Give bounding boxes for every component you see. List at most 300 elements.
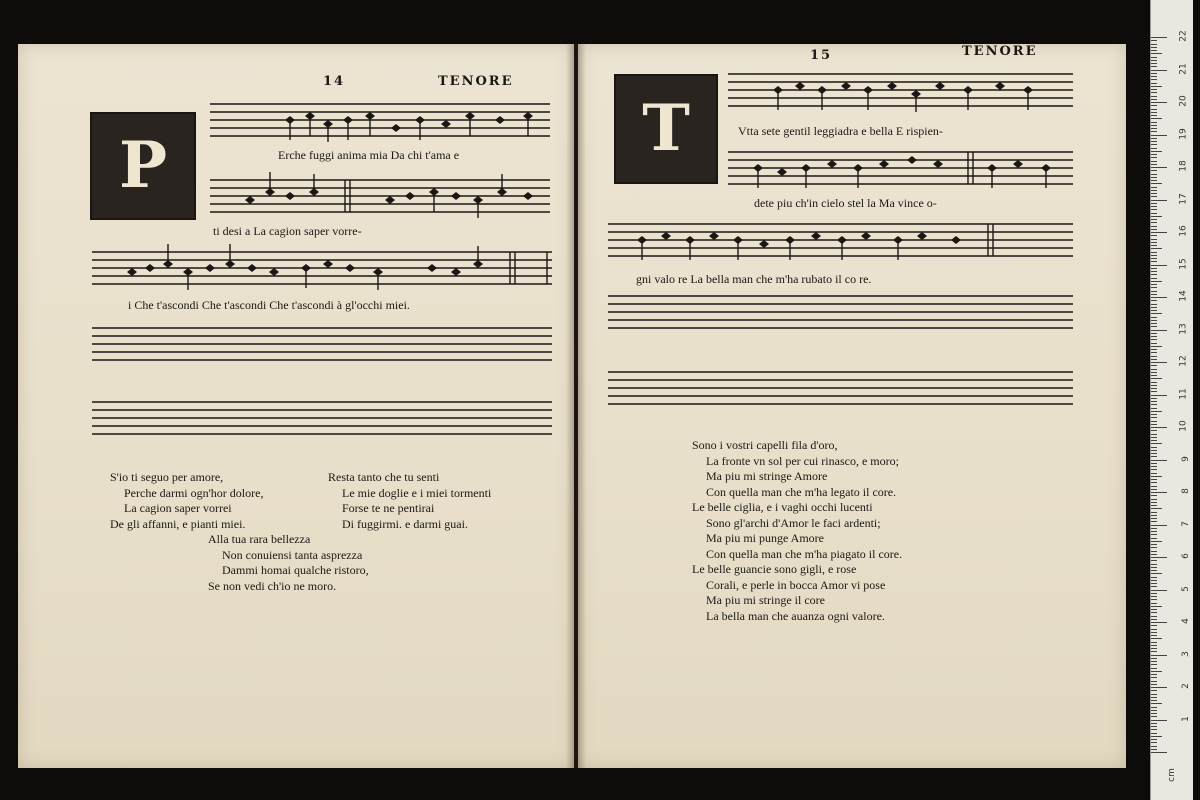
ruler-tick bbox=[1151, 115, 1157, 116]
ruler-tick bbox=[1151, 554, 1157, 555]
verse-stanza bbox=[692, 438, 899, 500]
ruler-tick bbox=[1151, 671, 1162, 672]
ruler-tick bbox=[1151, 216, 1162, 217]
ruler-tick bbox=[1151, 320, 1157, 321]
ruler-tick bbox=[1151, 427, 1167, 428]
ruler-tick bbox=[1151, 89, 1157, 90]
ruler-number: 1 bbox=[1181, 715, 1192, 722]
ruler-tick bbox=[1151, 164, 1157, 165]
ruler-tick bbox=[1151, 255, 1157, 256]
ruler-number: 10 bbox=[1178, 420, 1189, 432]
ruler-tick bbox=[1151, 239, 1157, 240]
ruler-tick bbox=[1151, 304, 1157, 305]
ruler-tick bbox=[1151, 411, 1162, 412]
ruler-tick bbox=[1151, 372, 1157, 373]
ruler-tick bbox=[1151, 596, 1157, 597]
verse-stanza bbox=[328, 470, 491, 532]
ruler-tick bbox=[1151, 726, 1157, 727]
ruler-tick bbox=[1151, 391, 1157, 392]
ruler-tick bbox=[1151, 560, 1157, 561]
ruler-tick bbox=[1151, 245, 1157, 246]
ruler-tick bbox=[1151, 349, 1157, 350]
ruler-tick bbox=[1151, 518, 1157, 519]
ruler-tick bbox=[1151, 664, 1157, 665]
ruler-tick bbox=[1151, 525, 1167, 526]
ruler-tick bbox=[1151, 83, 1157, 84]
ruler-tick bbox=[1151, 603, 1157, 604]
ruler-tick bbox=[1151, 170, 1157, 171]
ruler-tick bbox=[1151, 729, 1157, 730]
ruler-tick bbox=[1151, 323, 1157, 324]
ruler-tick bbox=[1151, 362, 1167, 363]
ruler-tick bbox=[1151, 502, 1157, 503]
verse-line: S'io ti seguo per amore, bbox=[110, 470, 224, 484]
ruler-tick bbox=[1151, 122, 1157, 123]
ruler-tick bbox=[1151, 206, 1157, 207]
ruler-number: 12 bbox=[1178, 355, 1189, 367]
verse-line: Resta tanto che tu senti bbox=[328, 470, 440, 484]
ruler-tick bbox=[1151, 57, 1157, 58]
ruler-number: 3 bbox=[1181, 650, 1192, 657]
ruler-tick bbox=[1151, 200, 1167, 201]
ruler-unit: cm bbox=[1166, 768, 1177, 782]
ruler-tick bbox=[1151, 180, 1157, 181]
ruler-tick bbox=[1151, 707, 1157, 708]
ruler-tick bbox=[1151, 60, 1157, 61]
initial-letter: P bbox=[118, 128, 168, 203]
ruler-tick bbox=[1151, 378, 1162, 379]
ruler-tick bbox=[1151, 694, 1157, 695]
ruler-tick bbox=[1151, 356, 1157, 357]
ruler-number: 6 bbox=[1181, 553, 1192, 559]
ruler-tick bbox=[1151, 141, 1157, 142]
ruler-tick bbox=[1151, 453, 1157, 454]
ruler-tick bbox=[1151, 76, 1157, 77]
music-staff bbox=[210, 172, 555, 220]
ruler-tick bbox=[1151, 326, 1157, 327]
ruler-tick bbox=[1151, 749, 1157, 750]
ruler-tick bbox=[1151, 541, 1162, 542]
ruler-tick bbox=[1151, 716, 1157, 717]
ruler-tick bbox=[1151, 174, 1157, 175]
ruler-number: 20 bbox=[1178, 95, 1189, 107]
ruler-tick bbox=[1151, 564, 1157, 565]
ruler-number: 9 bbox=[1181, 455, 1192, 462]
verse-stanza bbox=[692, 562, 885, 624]
ruler-tick bbox=[1151, 495, 1157, 496]
ruler-tick bbox=[1151, 606, 1162, 607]
verse-line: Ma piu mi stringe Amore bbox=[706, 469, 828, 483]
ruler-tick bbox=[1151, 131, 1157, 132]
ruler-tick bbox=[1151, 616, 1157, 617]
ruler-tick bbox=[1151, 697, 1157, 698]
ruler-tick bbox=[1151, 222, 1157, 223]
verse-line: Ma piu mi stringe il core bbox=[706, 593, 825, 607]
ruler-tick bbox=[1151, 261, 1157, 262]
ruler-tick bbox=[1151, 388, 1157, 389]
ruler-tick bbox=[1151, 219, 1157, 220]
ruler-tick bbox=[1151, 703, 1162, 704]
ruler-number: 11 bbox=[1178, 387, 1189, 400]
ruler-tick bbox=[1151, 99, 1157, 100]
ruler-tick bbox=[1151, 421, 1157, 422]
ruler-tick bbox=[1151, 684, 1157, 685]
ruler-tick bbox=[1151, 274, 1157, 275]
ruler-tick bbox=[1151, 50, 1157, 51]
ruler-tick bbox=[1151, 586, 1157, 587]
ruler-tick bbox=[1151, 310, 1157, 311]
lyric-line: gni valo re La bella man che m'ha rubato il co re. bbox=[636, 272, 872, 286]
ruler-tick bbox=[1151, 401, 1157, 402]
ruler-tick bbox=[1151, 486, 1157, 487]
ruler-tick bbox=[1151, 333, 1157, 334]
ruler-tick bbox=[1151, 632, 1157, 633]
ruler-tick bbox=[1151, 232, 1167, 233]
ruler-tick bbox=[1151, 528, 1157, 529]
verse-line: Perche darmi ogn'hor dolore, bbox=[124, 485, 264, 500]
ruler-tick bbox=[1151, 551, 1157, 552]
right-page bbox=[578, 44, 1126, 768]
ruler-tick bbox=[1151, 499, 1157, 500]
ruler-tick bbox=[1151, 700, 1157, 701]
ruler-tick bbox=[1151, 655, 1167, 656]
ruler-number: 7 bbox=[1181, 520, 1192, 527]
ruler-tick bbox=[1151, 102, 1167, 103]
ruler-tick bbox=[1151, 151, 1162, 152]
ruler-number: 5 bbox=[1181, 585, 1192, 592]
ruler-tick bbox=[1151, 352, 1157, 353]
ruler-tick bbox=[1151, 330, 1167, 331]
ruler-tick bbox=[1151, 118, 1162, 119]
ruler-tick bbox=[1151, 570, 1157, 571]
ruler-tick bbox=[1151, 645, 1157, 646]
ruler-tick bbox=[1151, 278, 1157, 279]
empty-staff bbox=[92, 394, 557, 442]
ruler-tick bbox=[1151, 187, 1157, 188]
ruler-tick bbox=[1151, 567, 1157, 568]
ruler-tick bbox=[1151, 622, 1167, 623]
ruler-tick bbox=[1151, 300, 1157, 301]
ruler-tick bbox=[1151, 154, 1157, 155]
ruler-tick bbox=[1151, 404, 1157, 405]
verse-line: Sono gl'archi d'Amor le faci ardenti; bbox=[706, 515, 881, 530]
ruler-tick bbox=[1151, 531, 1157, 532]
verse-line: Ma piu mi punge Amore bbox=[706, 531, 824, 545]
ruler-tick bbox=[1151, 183, 1162, 184]
ruler-tick bbox=[1151, 512, 1157, 513]
ruler-tick bbox=[1151, 476, 1162, 477]
ruler-tick bbox=[1151, 63, 1157, 64]
ruler-tick bbox=[1151, 144, 1157, 145]
ruler-tick bbox=[1151, 447, 1157, 448]
ruler-tick bbox=[1151, 538, 1157, 539]
ruler-tick bbox=[1151, 590, 1167, 591]
music-staff bbox=[608, 216, 1078, 264]
ruler-tick bbox=[1151, 53, 1162, 54]
ruler-tick bbox=[1151, 638, 1162, 639]
ruler-tick bbox=[1151, 593, 1157, 594]
ruler-tick bbox=[1151, 339, 1157, 340]
ruler-tick bbox=[1151, 112, 1157, 113]
ruler-tick bbox=[1151, 73, 1157, 74]
music-staff bbox=[210, 96, 555, 144]
ruler-tick bbox=[1151, 365, 1157, 366]
ruler-number: 15 bbox=[1178, 257, 1189, 270]
ruler-tick bbox=[1151, 92, 1157, 93]
ruler-tick bbox=[1151, 226, 1157, 227]
ruler-tick bbox=[1151, 193, 1157, 194]
ruler-tick bbox=[1151, 242, 1157, 243]
ruler-tick bbox=[1151, 268, 1157, 269]
lyric-line: Erche fuggi anima mia Da chi t'ama e bbox=[278, 148, 460, 162]
ruler-tick bbox=[1151, 583, 1157, 584]
ruler-tick bbox=[1151, 177, 1157, 178]
ruler-tick bbox=[1151, 723, 1157, 724]
ruler-tick bbox=[1151, 382, 1157, 383]
ruler-number: 16 bbox=[1178, 225, 1189, 237]
ruler-tick bbox=[1151, 66, 1157, 67]
lyric-line: ti desi a La cagion saper vorre- bbox=[213, 224, 362, 238]
ruler-tick bbox=[1151, 346, 1162, 347]
ruler-tick bbox=[1151, 424, 1157, 425]
ruler-tick bbox=[1151, 258, 1157, 259]
ruler-tick bbox=[1151, 430, 1157, 431]
ruler-tick bbox=[1151, 733, 1157, 734]
verse-line: Forse te ne pentirai bbox=[342, 501, 435, 515]
ruler-tick bbox=[1151, 515, 1157, 516]
ruler-tick bbox=[1151, 450, 1157, 451]
book-gutter bbox=[566, 44, 586, 768]
ruler-tick bbox=[1151, 297, 1167, 298]
verse-line: Dammi homai qualche ristoro, bbox=[222, 563, 369, 577]
ruler-tick bbox=[1151, 440, 1157, 441]
left-page bbox=[18, 44, 574, 768]
ruler-tick bbox=[1151, 313, 1162, 314]
verse-line: Con quella man che m'ha piagato il core. bbox=[706, 546, 903, 561]
ruler-tick bbox=[1151, 658, 1157, 659]
ruler-tick bbox=[1151, 70, 1167, 71]
ruler-tick bbox=[1151, 573, 1162, 574]
ruler-tick bbox=[1151, 307, 1157, 308]
verse-stanza bbox=[208, 532, 369, 594]
ruler-tick bbox=[1151, 148, 1157, 149]
ruler-number: 13 bbox=[1178, 322, 1189, 335]
ruler-tick bbox=[1151, 157, 1157, 158]
ruler-tick bbox=[1151, 265, 1167, 266]
right-page-number: 15 bbox=[810, 48, 833, 63]
ruler-tick bbox=[1151, 125, 1157, 126]
ruler-tick bbox=[1151, 736, 1162, 737]
ruler-tick bbox=[1151, 609, 1157, 610]
ruler-number: 4 bbox=[1181, 618, 1192, 624]
ruler-tick bbox=[1151, 138, 1157, 139]
ruler-tick bbox=[1151, 375, 1157, 376]
empty-staff bbox=[92, 320, 557, 368]
decorated-initial-t bbox=[614, 74, 718, 184]
verse-line: Alla tua rara bellezza bbox=[208, 532, 311, 546]
ruler-tick bbox=[1151, 599, 1157, 600]
ruler-tick bbox=[1151, 398, 1157, 399]
ruler-tick bbox=[1151, 687, 1167, 688]
lyric-line: i Che t'ascondi Che t'ascondi Che t'ascondi à gl'occhi miei. bbox=[128, 298, 410, 312]
ruler-tick bbox=[1151, 271, 1157, 272]
lyric-line: Vtta sete gentil leggiadra e bella E rispien- bbox=[738, 124, 943, 138]
ruler-tick bbox=[1151, 369, 1157, 370]
ruler-tick bbox=[1151, 635, 1157, 636]
ruler-tick bbox=[1151, 44, 1157, 45]
verse-line: Di fuggirmi. e darmi guai. bbox=[342, 516, 468, 531]
left-page-header: TENORE bbox=[438, 74, 514, 89]
ruler-tick bbox=[1151, 752, 1167, 753]
ruler-tick bbox=[1151, 203, 1157, 204]
ruler-tick bbox=[1151, 287, 1157, 288]
ruler-tick bbox=[1151, 37, 1167, 38]
ruler-number: 18 bbox=[1178, 160, 1189, 172]
ruler-tick bbox=[1151, 167, 1167, 168]
ruler-number: 22 bbox=[1178, 30, 1189, 42]
ruler-tick bbox=[1151, 437, 1157, 438]
ruler-tick bbox=[1151, 547, 1157, 548]
ruler-tick bbox=[1151, 281, 1162, 282]
ruler-tick bbox=[1151, 235, 1157, 236]
right-page-header: TENORE bbox=[962, 44, 1038, 59]
ruler-tick bbox=[1151, 661, 1157, 662]
ruler-tick bbox=[1151, 414, 1157, 415]
verse-line: La cagion saper vorrei bbox=[124, 501, 232, 515]
ruler-tick bbox=[1151, 739, 1157, 740]
verse-stanza bbox=[692, 500, 902, 562]
ruler-tick bbox=[1151, 720, 1167, 721]
ruler-tick bbox=[1151, 612, 1157, 613]
ruler-tick bbox=[1151, 229, 1157, 230]
ruler-tick bbox=[1151, 395, 1167, 396]
initial-letter: T bbox=[642, 91, 690, 166]
ruler-tick bbox=[1151, 359, 1157, 360]
ruler-tick bbox=[1151, 161, 1157, 162]
ruler-tick bbox=[1151, 135, 1167, 136]
ruler-tick bbox=[1151, 713, 1157, 714]
verse-line: Le mie doglie e i miei tormenti bbox=[342, 485, 492, 500]
ruler-tick bbox=[1151, 534, 1157, 535]
ruler-number: 14 bbox=[1178, 290, 1189, 302]
ruler-number: 17 bbox=[1178, 192, 1189, 205]
lyric-line: dete piu ch'in cielo stel la Ma vince o- bbox=[754, 196, 937, 210]
verse-line: Sono i vostri capelli fila d'oro, bbox=[692, 438, 838, 452]
ruler-number: 2 bbox=[1181, 683, 1192, 689]
ruler-tick bbox=[1151, 674, 1157, 675]
ruler-tick bbox=[1151, 105, 1157, 106]
music-staff bbox=[92, 244, 557, 292]
ruler-tick bbox=[1151, 294, 1157, 295]
ruler-tick bbox=[1151, 196, 1157, 197]
ruler-tick bbox=[1151, 742, 1157, 743]
verse-line: La fronte vn sol per cui rinasco, e moro; bbox=[706, 453, 899, 468]
ruler-tick bbox=[1151, 408, 1157, 409]
ruler-tick bbox=[1151, 443, 1162, 444]
verse-line: La bella man che auanza ogni valore. bbox=[706, 608, 885, 623]
music-staff bbox=[728, 66, 1078, 114]
music-staff bbox=[728, 144, 1078, 192]
ruler-tick bbox=[1151, 681, 1157, 682]
ruler-tick bbox=[1151, 642, 1157, 643]
ruler-tick bbox=[1151, 469, 1157, 470]
ruler-tick bbox=[1151, 40, 1157, 41]
ruler-tick bbox=[1151, 190, 1157, 191]
measuring-ruler bbox=[1150, 0, 1193, 800]
ruler-tick bbox=[1151, 79, 1157, 80]
ruler-tick bbox=[1151, 252, 1157, 253]
ruler-tick bbox=[1151, 460, 1167, 461]
ruler-tick bbox=[1151, 343, 1157, 344]
ruler-tick bbox=[1151, 128, 1157, 129]
ruler-tick bbox=[1151, 336, 1157, 337]
ruler-tick bbox=[1151, 479, 1157, 480]
ruler-tick bbox=[1151, 668, 1157, 669]
ruler-number: 19 bbox=[1178, 127, 1189, 140]
ruler-tick bbox=[1151, 557, 1167, 558]
ruler-tick bbox=[1151, 209, 1157, 210]
verse-line: Con quella man che m'ha legato il core. bbox=[706, 484, 897, 499]
ruler-tick bbox=[1151, 746, 1157, 747]
ruler-tick bbox=[1151, 385, 1157, 386]
ruler-tick bbox=[1151, 96, 1157, 97]
ruler-number: 21 bbox=[1178, 62, 1189, 75]
decorated-initial-p bbox=[90, 112, 196, 220]
ruler-tick bbox=[1151, 690, 1157, 691]
ruler-tick bbox=[1151, 463, 1157, 464]
empty-staff bbox=[608, 364, 1078, 412]
ruler-tick bbox=[1151, 482, 1157, 483]
ruler-tick bbox=[1151, 648, 1157, 649]
ruler-tick bbox=[1151, 47, 1157, 48]
verse-line: Le belle guancie sono gigli, e rose bbox=[692, 562, 857, 576]
ruler-tick bbox=[1151, 86, 1162, 87]
ruler-tick bbox=[1151, 248, 1162, 249]
ruler-tick bbox=[1151, 521, 1157, 522]
ruler-tick bbox=[1151, 577, 1157, 578]
verse-line: Se non vedi ch'io ne moro. bbox=[208, 578, 337, 593]
ruler-tick bbox=[1151, 317, 1157, 318]
ruler-tick bbox=[1151, 619, 1157, 620]
left-page-number: 14 bbox=[323, 74, 346, 89]
ruler-tick bbox=[1151, 109, 1157, 110]
ruler-tick bbox=[1151, 456, 1157, 457]
verse-line: De gli affanni, e pianti miei. bbox=[110, 516, 246, 531]
verse-stanza bbox=[110, 470, 263, 532]
verse-line: Non conuiensi tanta asprezza bbox=[222, 547, 363, 562]
verse-line: Corali, e perle in bocca Amor vi pose bbox=[706, 577, 886, 592]
ruler-tick bbox=[1151, 651, 1157, 652]
ruler-tick bbox=[1151, 677, 1157, 678]
ruler-tick bbox=[1151, 473, 1157, 474]
ruler-tick bbox=[1151, 629, 1157, 630]
ruler-number: 8 bbox=[1181, 488, 1192, 494]
ruler-tick bbox=[1151, 213, 1157, 214]
ruler-tick bbox=[1151, 291, 1157, 292]
ruler-tick bbox=[1151, 284, 1157, 285]
ruler-tick bbox=[1151, 580, 1157, 581]
ruler-tick bbox=[1151, 625, 1157, 626]
ruler-tick bbox=[1151, 505, 1157, 506]
ruler-tick bbox=[1151, 466, 1157, 467]
ruler-tick bbox=[1151, 508, 1162, 509]
ruler-tick bbox=[1151, 434, 1157, 435]
ruler-tick bbox=[1151, 492, 1167, 493]
empty-staff bbox=[608, 288, 1078, 336]
verse-line: Le belle ciglia, e i vaghi occhi lucenti bbox=[692, 500, 873, 514]
ruler-tick bbox=[1151, 489, 1157, 490]
ruler-tick bbox=[1151, 544, 1157, 545]
